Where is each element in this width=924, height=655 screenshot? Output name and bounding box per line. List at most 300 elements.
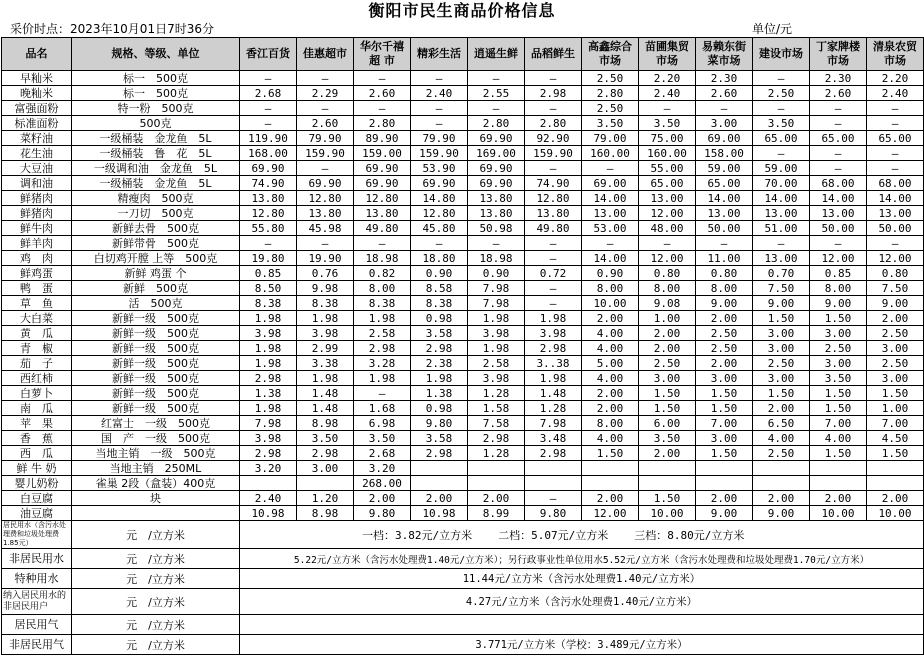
utility-note: 11.44元/立方米（含污水处理费1.40元/立方米） xyxy=(240,569,924,589)
price-cell: 8.58 xyxy=(411,281,468,296)
product-name: 大白菜 xyxy=(2,311,72,326)
price-cell: 1.28 xyxy=(468,446,525,461)
price-cell: 1.98 xyxy=(468,311,525,326)
price-cell: 2.30 xyxy=(696,71,753,86)
utility-row xyxy=(2,569,924,589)
price-cell: — xyxy=(297,161,354,176)
price-cell: — xyxy=(240,71,297,86)
price-cell: 79.00 xyxy=(582,131,639,146)
price-cell: — xyxy=(240,116,297,131)
product-name: 青 椒 xyxy=(2,341,72,356)
price-cell: 1.38 xyxy=(411,386,468,401)
price-cell: 3.00 xyxy=(696,431,753,446)
price-cell: 3.00 xyxy=(753,371,810,386)
product-spec: 500克 xyxy=(72,116,240,131)
price-cell: 14.00 xyxy=(753,191,810,206)
column-header: 品名 xyxy=(2,38,72,71)
price-cell: 2.98 xyxy=(297,446,354,461)
price-cell: 3.00 xyxy=(696,116,753,131)
price-cell: 2.50 xyxy=(810,341,867,356)
price-cell: 168.00 xyxy=(240,146,297,161)
price-cell xyxy=(468,461,525,476)
product-row xyxy=(2,431,924,446)
price-cell: 3.98 xyxy=(468,371,525,386)
price-cell xyxy=(867,476,924,491)
price-cell: 8.00 xyxy=(582,416,639,431)
price-cell: 1.48 xyxy=(525,386,582,401)
price-cell xyxy=(810,476,867,491)
price-cell: 2.00 xyxy=(582,386,639,401)
product-name: 调和油 xyxy=(2,176,72,191)
price-cell: — xyxy=(525,161,582,176)
tier-price: 二档：5.07元/立方米 xyxy=(498,528,609,542)
product-spec: 新鲜一级 500克 xyxy=(72,341,240,356)
price-cell: 9.00 xyxy=(810,296,867,311)
price-cell: 13.00 xyxy=(696,206,753,221)
price-cell: 1.50 xyxy=(867,446,924,461)
price-cell xyxy=(867,461,924,476)
price-cell: 1.50 xyxy=(582,446,639,461)
price-cell: — xyxy=(639,101,696,116)
price-cell: 14.00 xyxy=(696,191,753,206)
price-cell: — xyxy=(468,71,525,86)
price-cell: 4.00 xyxy=(582,431,639,446)
product-spec: 当地主销 250ML xyxy=(72,461,240,476)
price-cell: 2.30 xyxy=(810,71,867,86)
utility-unit: 元 /立方米 xyxy=(72,589,240,615)
product-spec xyxy=(72,506,240,521)
product-name: 鲜羊肉 xyxy=(2,236,72,251)
price-cell: 9.08 xyxy=(639,296,696,311)
price-cell: 2.00 xyxy=(810,491,867,506)
price-cell: 12.80 xyxy=(411,206,468,221)
price-cell: — xyxy=(753,71,810,86)
price-cell: 1.98 xyxy=(297,311,354,326)
product-row xyxy=(2,281,924,296)
product-spec: 活 500克 xyxy=(72,296,240,311)
price-cell: — xyxy=(810,116,867,131)
price-cell: 1.50 xyxy=(639,386,696,401)
product-spec: 白切鸡开膛 上等 500克 xyxy=(72,251,240,266)
price-cell: 2.50 xyxy=(753,446,810,461)
product-row xyxy=(2,446,924,461)
price-cell: 160.00 xyxy=(582,146,639,161)
price-cell: 69.90 xyxy=(240,161,297,176)
price-cell: — xyxy=(297,236,354,251)
product-spec: 新鲜一级 500克 xyxy=(72,311,240,326)
price-cell: 2.50 xyxy=(582,101,639,116)
product-spec: 特一粉 500克 xyxy=(72,101,240,116)
price-cell: 1.50 xyxy=(639,401,696,416)
price-cell: 18.98 xyxy=(354,251,411,266)
price-cell: 2.98 xyxy=(240,446,297,461)
price-cell: 7.98 xyxy=(525,416,582,431)
price-cell: 159.90 xyxy=(525,146,582,161)
price-cell: 49.80 xyxy=(525,221,582,236)
price-cell xyxy=(696,461,753,476)
price-cell: 68.00 xyxy=(867,176,924,191)
price-cell: 2.98 xyxy=(411,446,468,461)
price-cell: 11.00 xyxy=(696,251,753,266)
product-row xyxy=(2,131,924,146)
price-cell: 2.00 xyxy=(354,491,411,506)
price-cell: — xyxy=(411,101,468,116)
price-cell: 1.98 xyxy=(240,401,297,416)
price-cell: 0.80 xyxy=(867,266,924,281)
price-cell: — xyxy=(297,71,354,86)
price-cell: 2.60 xyxy=(297,116,354,131)
price-cell: 6.50 xyxy=(753,416,810,431)
price-cell: — xyxy=(240,236,297,251)
price-cell: 8.00 xyxy=(696,281,753,296)
column-header: 华尔千禧超 市 xyxy=(354,38,411,71)
product-spec: 新鲜一级 500克 xyxy=(72,401,240,416)
price-cell: 9.80 xyxy=(354,506,411,521)
product-spec: 一级调和油 金龙鱼 5L xyxy=(72,161,240,176)
price-cell: 2.00 xyxy=(582,491,639,506)
header-row xyxy=(2,38,924,71)
column-header: 逍遥生鲜 xyxy=(468,38,525,71)
price-cell: 169.00 xyxy=(468,146,525,161)
price-cell: 69.90 xyxy=(411,176,468,191)
product-name: 茄 子 xyxy=(2,356,72,371)
price-cell: — xyxy=(867,236,924,251)
price-cell: 12.00 xyxy=(810,251,867,266)
price-cell: 158.00 xyxy=(696,146,753,161)
price-cell: — xyxy=(753,101,810,116)
product-row xyxy=(2,296,924,311)
price-cell: — xyxy=(411,71,468,86)
price-cell: 3.50 xyxy=(297,431,354,446)
price-cell: 2.50 xyxy=(753,86,810,101)
product-name: 黄 瓜 xyxy=(2,326,72,341)
price-cell: 75.00 xyxy=(639,131,696,146)
price-cell: 1.50 xyxy=(867,386,924,401)
price-cell: 1.58 xyxy=(468,401,525,416)
price-cell: 13.80 xyxy=(297,206,354,221)
product-row xyxy=(2,461,924,476)
price-cell: 1.68 xyxy=(354,401,411,416)
product-row xyxy=(2,236,924,251)
price-cell: 50.98 xyxy=(468,221,525,236)
utility-row xyxy=(2,589,924,615)
price-cell: 0.85 xyxy=(240,266,297,281)
price-cell: 0.82 xyxy=(354,266,411,281)
price-cell: 3.00 xyxy=(696,371,753,386)
price-cell: 1.50 xyxy=(696,386,753,401)
utility-note xyxy=(240,615,924,635)
product-spec: 红富士 一级 500克 xyxy=(72,416,240,431)
price-cell xyxy=(753,461,810,476)
price-cell: 3.98 xyxy=(240,431,297,446)
price-cell: 8.38 xyxy=(240,296,297,311)
tier-price: 三档：8.80元/立方米 xyxy=(634,528,745,542)
price-cell: 2.80 xyxy=(582,86,639,101)
price-cell: 14.00 xyxy=(810,191,867,206)
price-cell: 2.50 xyxy=(867,326,924,341)
price-cell: 12.80 xyxy=(525,191,582,206)
price-cell: — xyxy=(810,146,867,161)
price-cell: 69.90 xyxy=(354,176,411,191)
product-name: 鲜猪肉 xyxy=(2,206,72,221)
price-cell: 3.50 xyxy=(639,116,696,131)
price-cell: 50.00 xyxy=(810,221,867,236)
utility-label: 非居民用气 xyxy=(2,635,72,655)
price-cell: 2.68 xyxy=(240,86,297,101)
price-cell: 9.00 xyxy=(753,296,810,311)
utility-note: 4.27元/立方米（含污水处理费1.40元/立方米） xyxy=(240,589,924,615)
price-cell: 2.00 xyxy=(582,311,639,326)
price-cell: 1.20 xyxy=(297,491,354,506)
price-cell: 2.40 xyxy=(411,86,468,101)
price-cell: 2.00 xyxy=(468,491,525,506)
price-cell: 7.50 xyxy=(867,281,924,296)
price-cell: 0.76 xyxy=(297,266,354,281)
price-cell: 8.38 xyxy=(297,296,354,311)
price-cell xyxy=(639,461,696,476)
price-cell: 3.98 xyxy=(297,326,354,341)
column-header: 丁家牌楼市场 xyxy=(810,38,867,71)
price-cell: 14.80 xyxy=(411,191,468,206)
price-cell: 3.00 xyxy=(639,371,696,386)
product-name: 鲜 牛 奶 xyxy=(2,461,72,476)
price-cell: — xyxy=(696,236,753,251)
price-cell: 12.80 xyxy=(297,191,354,206)
price-cell: 6.98 xyxy=(354,416,411,431)
price-cell: 2.00 xyxy=(411,491,468,506)
price-cell: — xyxy=(354,71,411,86)
column-header: 精彩生活 xyxy=(411,38,468,71)
product-spec: 新鲜一级 500克 xyxy=(72,326,240,341)
price-cell: — xyxy=(582,161,639,176)
product-row xyxy=(2,476,924,491)
price-cell: 53.90 xyxy=(411,161,468,176)
product-spec: 一级桶装 金龙鱼 5L xyxy=(72,131,240,146)
price-cell: 69.90 xyxy=(354,161,411,176)
price-cell: 49.80 xyxy=(354,221,411,236)
price-cell xyxy=(525,461,582,476)
price-cell: 2.50 xyxy=(753,356,810,371)
price-cell: 1.50 xyxy=(810,386,867,401)
price-cell: 3.00 xyxy=(753,341,810,356)
price-cell: 5.00 xyxy=(582,356,639,371)
product-spec: 新鲜一级 500克 xyxy=(72,356,240,371)
price-cell: 2.00 xyxy=(696,356,753,371)
price-cell: 3.20 xyxy=(354,461,411,476)
price-cell: 3.50 xyxy=(582,116,639,131)
price-cell: 0.80 xyxy=(639,266,696,281)
price-cell: 2.50 xyxy=(639,356,696,371)
price-cell: 3.48 xyxy=(525,431,582,446)
price-cell: 2.50 xyxy=(867,356,924,371)
product-row xyxy=(2,491,924,506)
price-cell: 68.00 xyxy=(810,176,867,191)
price-cell: 59.00 xyxy=(753,161,810,176)
price-cell: 12.00 xyxy=(639,251,696,266)
price-cell: 7.98 xyxy=(240,416,297,431)
price-cell: 69.90 xyxy=(297,176,354,191)
price-cell: 1.98 xyxy=(297,371,354,386)
price-cell: 18.80 xyxy=(411,251,468,266)
price-cell: — xyxy=(867,161,924,176)
price-cell: 9.00 xyxy=(753,506,810,521)
product-name: 鲜猪肉 xyxy=(2,191,72,206)
product-row xyxy=(2,386,924,401)
product-spec: 新鲜一级 500克 xyxy=(72,386,240,401)
price-cell: 13.00 xyxy=(753,251,810,266)
product-name: 南 瓜 xyxy=(2,401,72,416)
price-cell xyxy=(525,476,582,491)
price-cell: 1.50 xyxy=(696,401,753,416)
price-cell: 19.80 xyxy=(240,251,297,266)
product-spec: 一级桶装 金龙鱼 5L xyxy=(72,176,240,191)
price-cell: — xyxy=(240,101,297,116)
price-cell: 2.38 xyxy=(411,356,468,371)
product-row xyxy=(2,416,924,431)
price-cell: 0.80 xyxy=(696,266,753,281)
price-cell: 74.90 xyxy=(240,176,297,191)
price-cell: — xyxy=(867,116,924,131)
price-cell: 10.98 xyxy=(411,506,468,521)
price-cell: 3.20 xyxy=(240,461,297,476)
price-cell: 2.98 xyxy=(411,341,468,356)
price-cell: 74.90 xyxy=(525,176,582,191)
price-cell: 1.98 xyxy=(240,356,297,371)
price-cell: — xyxy=(468,101,525,116)
price-cell: — xyxy=(582,236,639,251)
product-row xyxy=(2,326,924,341)
price-cell: 6.00 xyxy=(639,416,696,431)
price-cell: 1.50 xyxy=(696,446,753,461)
price-cell: 3.98 xyxy=(468,326,525,341)
unit-note: 单位/元 xyxy=(752,22,793,36)
price-cell: 159.90 xyxy=(297,146,354,161)
price-cell: 2.60 xyxy=(354,86,411,101)
price-cell: 55.80 xyxy=(240,221,297,236)
price-cell: 2.98 xyxy=(354,341,411,356)
price-cell: 2.20 xyxy=(867,71,924,86)
price-cell: 69.00 xyxy=(696,131,753,146)
column-header: 高鑫综合市场 xyxy=(582,38,639,71)
price-cell: 1.38 xyxy=(240,386,297,401)
product-spec: 新鲜一级 500克 xyxy=(72,371,240,386)
product-row xyxy=(2,341,924,356)
price-cell: 3.50 xyxy=(753,116,810,131)
price-cell: 8.00 xyxy=(354,281,411,296)
price-cell: 2.40 xyxy=(867,86,924,101)
price-cell: 2.98 xyxy=(240,371,297,386)
price-cell: 3.50 xyxy=(639,431,696,446)
price-table xyxy=(1,37,924,655)
product-name: 鲜鸡蛋 xyxy=(2,266,72,281)
column-header: 品稻鲜生 xyxy=(525,38,582,71)
price-cell: 3.50 xyxy=(810,371,867,386)
price-cell: 79.90 xyxy=(297,131,354,146)
price-cell: 1.48 xyxy=(297,386,354,401)
price-cell: 13.00 xyxy=(753,206,810,221)
price-cell: 70.00 xyxy=(753,176,810,191)
utility-note: 3.771元/立方米（学校：3.489元/立方米） xyxy=(240,635,924,655)
price-cell: 1.98 xyxy=(525,311,582,326)
price-cell: 1.48 xyxy=(297,401,354,416)
price-cell: 1.50 xyxy=(810,446,867,461)
price-cell: 13.00 xyxy=(582,206,639,221)
price-cell: 3.00 xyxy=(297,461,354,476)
price-cell: 2.40 xyxy=(240,491,297,506)
price-cell: 3.50 xyxy=(354,431,411,446)
table-body xyxy=(2,71,924,655)
price-cell: 13.80 xyxy=(468,206,525,221)
price-cell: 2.00 xyxy=(753,401,810,416)
product-row xyxy=(2,206,924,221)
product-name: 花生油 xyxy=(2,146,72,161)
price-cell: 10.00 xyxy=(639,506,696,521)
price-cell: 9.80 xyxy=(525,506,582,521)
product-name: 大豆油 xyxy=(2,161,72,176)
price-cell: 160.00 xyxy=(639,146,696,161)
price-cell: — xyxy=(525,296,582,311)
price-cell: 55.00 xyxy=(639,161,696,176)
price-cell: 10.00 xyxy=(810,506,867,521)
price-cell: — xyxy=(867,101,924,116)
product-name: 菜籽油 xyxy=(2,131,72,146)
price-cell: 0.70 xyxy=(753,266,810,281)
price-cell: 2.55 xyxy=(468,86,525,101)
price-cell: — xyxy=(525,281,582,296)
product-row xyxy=(2,101,924,116)
product-name: 香 蕉 xyxy=(2,431,72,446)
column-header: 清泉农贸市场 xyxy=(867,38,924,71)
product-name: 油豆腐 xyxy=(2,506,72,521)
price-cell: 8.99 xyxy=(468,506,525,521)
price-cell: 2.80 xyxy=(354,116,411,131)
price-cell xyxy=(639,476,696,491)
price-cell: 2.00 xyxy=(639,326,696,341)
price-cell: 89.90 xyxy=(354,131,411,146)
price-cell: 7.58 xyxy=(468,416,525,431)
price-cell: — xyxy=(525,491,582,506)
product-spec: 块 xyxy=(72,491,240,506)
price-cell: 69.00 xyxy=(582,176,639,191)
product-row xyxy=(2,266,924,281)
price-cell: 1.98 xyxy=(240,341,297,356)
price-cell: 1.50 xyxy=(753,311,810,326)
price-cell: 12.00 xyxy=(582,506,639,521)
product-name: 晚籼米 xyxy=(2,86,72,101)
utility-row xyxy=(2,521,924,549)
price-cell: 69.90 xyxy=(468,131,525,146)
price-cell: 45.98 xyxy=(297,221,354,236)
product-spec: 一级桶装 鲁 花 5L xyxy=(72,146,240,161)
price-cell: 3.98 xyxy=(525,326,582,341)
product-row xyxy=(2,506,924,521)
utility-label: 特种用水 xyxy=(2,569,72,589)
price-cell: — xyxy=(810,236,867,251)
price-cell: 4.00 xyxy=(582,326,639,341)
product-spec: 标一 500克 xyxy=(72,86,240,101)
utility-label: 纳入居民用水的非居民用户 xyxy=(2,589,72,615)
column-header: 苗圃集贸市场 xyxy=(639,38,696,71)
price-cell: — xyxy=(525,71,582,86)
column-header: 易赖东街菜市场 xyxy=(696,38,753,71)
price-cell: 7.50 xyxy=(753,281,810,296)
price-cell xyxy=(582,476,639,491)
price-cell: 0.98 xyxy=(411,401,468,416)
price-cell: 3..38 xyxy=(525,356,582,371)
price-cell: 48.00 xyxy=(639,221,696,236)
price-cell: 9.00 xyxy=(696,506,753,521)
price-cell: 18.98 xyxy=(468,251,525,266)
